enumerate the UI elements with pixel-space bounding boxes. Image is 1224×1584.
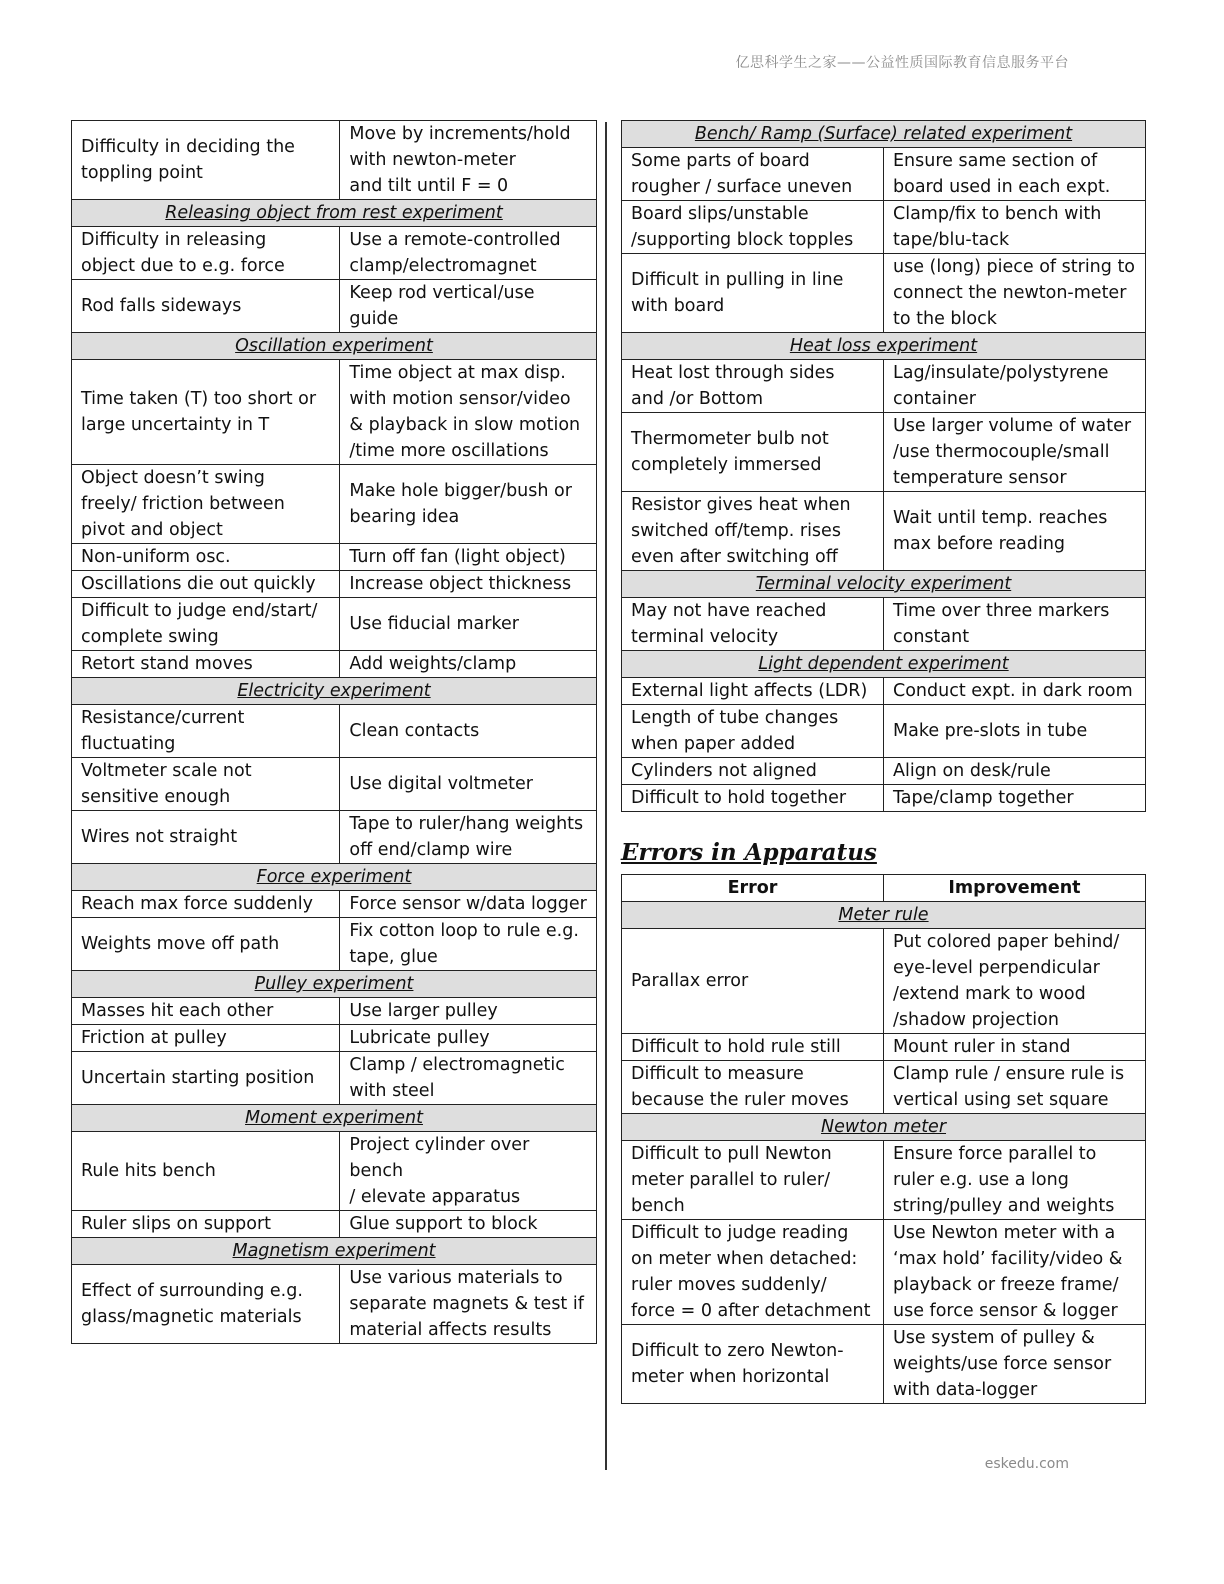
improvement-cell bbox=[340, 1211, 597, 1238]
problem-cell bbox=[72, 891, 340, 918]
problem-text: Difficult to hold together bbox=[631, 788, 847, 808]
improvement-text: Use fiducial marker bbox=[349, 614, 519, 634]
improvement-cell bbox=[340, 227, 597, 280]
table-row bbox=[622, 929, 1146, 1034]
section-header-row bbox=[72, 864, 597, 891]
section-title: Moment experiment bbox=[72, 1105, 597, 1132]
improvement-text: Lubricate pulley bbox=[349, 1028, 490, 1048]
problem-cell bbox=[622, 254, 884, 333]
table-row bbox=[72, 811, 597, 864]
problem-cell bbox=[72, 1052, 340, 1105]
table-row bbox=[72, 1211, 597, 1238]
left-experiment-table bbox=[71, 120, 597, 1344]
improvement-text: Use a remote-controlled clamp/electromagnet bbox=[349, 230, 561, 276]
table-row bbox=[622, 678, 1146, 705]
page-header: 亿思科学生之家——公益性质国际教育信息服务平台 bbox=[735, 55, 1069, 71]
problem-text: Rod falls sideways bbox=[81, 296, 242, 316]
improvement-cell bbox=[340, 280, 597, 333]
improvement-cell bbox=[884, 598, 1146, 651]
improvement-text: Time over three markers constant bbox=[893, 601, 1110, 647]
problem-text: Friction at pulley bbox=[81, 1028, 227, 1048]
problem-text: Difficulty in deciding the toppling point bbox=[81, 137, 295, 183]
problem-text: Time taken (T) too short or large uncertainty in T bbox=[81, 389, 317, 435]
problem-cell bbox=[72, 544, 340, 571]
problem-cell bbox=[72, 1211, 340, 1238]
section-title: Terminal velocity experiment bbox=[622, 571, 1146, 598]
problem-text: External light affects (LDR) bbox=[631, 681, 868, 701]
problem-cell bbox=[72, 811, 340, 864]
table-row bbox=[72, 121, 597, 200]
problem-cell bbox=[72, 1025, 340, 1052]
table-row bbox=[72, 758, 597, 811]
problem-cell bbox=[72, 998, 340, 1025]
problem-text: Heat lost through sides and /or Bottom bbox=[631, 363, 835, 409]
section-header-row bbox=[622, 333, 1146, 360]
table-row bbox=[622, 254, 1146, 333]
improvement-column-header: Improvement bbox=[884, 875, 1146, 902]
improvement-cell bbox=[884, 1220, 1146, 1325]
improvement-text: Clamp/fix to bench with tape/blu-tack bbox=[893, 204, 1102, 250]
problem-text: Difficult to pull Newton meter parallel to ruler/ bench bbox=[631, 1144, 832, 1216]
section-header-row bbox=[72, 1105, 597, 1132]
problem-text: Length of tube changes when paper added bbox=[631, 708, 839, 754]
improvement-cell bbox=[340, 598, 597, 651]
improvement-text: Mount ruler in stand bbox=[893, 1037, 1071, 1057]
improvement-text: Align on desk/rule bbox=[893, 761, 1051, 781]
improvement-cell bbox=[884, 1325, 1146, 1404]
problem-cell bbox=[72, 465, 340, 544]
section-header-row bbox=[72, 200, 597, 227]
improvement-text: Tape to ruler/hang weights off end/clamp wire bbox=[349, 814, 584, 860]
improvement-text: Use digital voltmeter bbox=[349, 774, 534, 794]
section-title: Light dependent experiment bbox=[622, 651, 1146, 678]
table-row bbox=[72, 227, 597, 280]
section-title: Meter rule bbox=[622, 902, 1146, 929]
table-row bbox=[622, 201, 1146, 254]
problem-cell bbox=[622, 1034, 884, 1061]
table-row bbox=[72, 891, 597, 918]
problem-cell bbox=[622, 1061, 884, 1114]
problem-cell bbox=[72, 651, 340, 678]
improvement-text: Force sensor w/data logger bbox=[349, 894, 587, 914]
column-divider bbox=[605, 122, 607, 1470]
section-header-row bbox=[622, 902, 1146, 929]
improvement-text: Clean contacts bbox=[349, 721, 480, 741]
apparatus-title: Errors in Apparatus bbox=[621, 839, 877, 866]
improvement-text: Make hole bigger/bush or bearing idea bbox=[349, 481, 572, 527]
problem-cell bbox=[72, 1132, 340, 1211]
problem-text: Non-uniform osc. bbox=[81, 547, 231, 567]
error-column-header: Error bbox=[622, 875, 884, 902]
problem-text: Difficulty in releasing object due to e.g. force bbox=[81, 230, 285, 276]
problem-text: Difficult to judge reading on meter when detached: ruler moves suddenly/ force = 0 after detachment bbox=[631, 1223, 871, 1321]
table-row bbox=[72, 280, 597, 333]
table-row bbox=[622, 758, 1146, 785]
problem-text: Weights move off path bbox=[81, 934, 280, 954]
problem-text: May not have reached terminal velocity bbox=[631, 601, 827, 647]
problem-text: Resistor gives heat when switched off/temp. rises even after switching off bbox=[631, 495, 851, 567]
improvement-text: Ensure force parallel to ruler e.g. use a long string/pulley and weights bbox=[893, 1144, 1115, 1216]
section-header-row bbox=[72, 971, 597, 998]
problem-text: Uncertain starting position bbox=[81, 1068, 315, 1088]
problem-text: Difficult to judge end/start/ complete swing bbox=[81, 601, 318, 647]
improvement-text: Ensure same section of board used in each expt. bbox=[893, 151, 1111, 197]
problem-cell bbox=[622, 705, 884, 758]
improvement-cell bbox=[884, 201, 1146, 254]
improvement-cell bbox=[884, 678, 1146, 705]
table-row bbox=[72, 598, 597, 651]
improvement-cell bbox=[340, 465, 597, 544]
problem-cell bbox=[72, 280, 340, 333]
improvement-cell bbox=[884, 492, 1146, 571]
problem-text: Reach max force suddenly bbox=[81, 894, 313, 914]
problem-cell bbox=[622, 598, 884, 651]
right-column bbox=[621, 120, 1146, 1404]
apparatus-table bbox=[621, 874, 1146, 1404]
problem-cell bbox=[72, 1265, 340, 1344]
problem-text: Masses hit each other bbox=[81, 1001, 274, 1021]
section-header-row bbox=[622, 1114, 1146, 1141]
table-row bbox=[72, 544, 597, 571]
problem-text: Resistance/current fluctuating bbox=[81, 708, 245, 754]
improvement-cell bbox=[884, 413, 1146, 492]
table-row bbox=[72, 918, 597, 971]
improvement-cell bbox=[340, 121, 597, 200]
improvement-cell bbox=[884, 1034, 1146, 1061]
improvement-text: Move by increments/hold with newton-meter and tilt until F = 0 bbox=[349, 124, 571, 196]
table-row bbox=[622, 413, 1146, 492]
improvement-text: Increase object thickness bbox=[349, 574, 572, 594]
improvement-cell bbox=[884, 148, 1146, 201]
table-row bbox=[622, 1220, 1146, 1325]
improvement-cell bbox=[884, 360, 1146, 413]
improvement-cell bbox=[884, 705, 1146, 758]
problem-text: Board slips/unstable /supporting block topples bbox=[631, 204, 854, 250]
improvement-text: Use various materials to separate magnets & test if material affects results bbox=[349, 1268, 584, 1340]
section-title: Releasing object from rest experiment bbox=[72, 200, 597, 227]
problem-cell bbox=[72, 571, 340, 598]
improvement-cell bbox=[340, 918, 597, 971]
improvement-text: Add weights/clamp bbox=[349, 654, 517, 674]
table-row bbox=[622, 492, 1146, 571]
problem-text: Rule hits bench bbox=[81, 1161, 216, 1181]
improvement-cell bbox=[340, 891, 597, 918]
improvement-text: Project cylinder over bench / elevate apparatus bbox=[349, 1135, 530, 1207]
improvement-cell bbox=[340, 360, 597, 465]
right-experiment-table bbox=[621, 120, 1146, 812]
problem-cell bbox=[622, 1220, 884, 1325]
improvement-text: Clamp rule / ensure rule is vertical using set square bbox=[893, 1064, 1125, 1110]
problem-cell bbox=[622, 148, 884, 201]
problem-text: Wires not straight bbox=[81, 827, 238, 847]
section-title: Force experiment bbox=[72, 864, 597, 891]
table-row bbox=[622, 785, 1146, 812]
improvement-text: Time object at max disp. with motion sensor/video & playback in slow motion /time more oscillations bbox=[349, 363, 581, 461]
table-row bbox=[622, 1061, 1146, 1114]
improvement-cell bbox=[340, 998, 597, 1025]
improvement-cell bbox=[340, 811, 597, 864]
improvement-text: Use system of pulley & weights/use force sensor with data-logger bbox=[893, 1328, 1112, 1400]
problem-text: Some parts of board rougher / surface uneven bbox=[631, 151, 853, 197]
section-title: Newton meter bbox=[622, 1114, 1146, 1141]
table-row bbox=[72, 360, 597, 465]
section-header-row bbox=[622, 121, 1146, 148]
table-row bbox=[622, 1141, 1146, 1220]
improvement-text: Use larger pulley bbox=[349, 1001, 498, 1021]
problem-text: Object doesn’t swing freely/ friction between pivot and object bbox=[81, 468, 285, 540]
section-header-row bbox=[72, 678, 597, 705]
problem-text: Retort stand moves bbox=[81, 654, 253, 674]
problem-cell bbox=[72, 360, 340, 465]
table-row bbox=[622, 1325, 1146, 1404]
problem-text: Parallax error bbox=[631, 971, 749, 991]
improvement-cell bbox=[340, 1132, 597, 1211]
problem-cell bbox=[72, 121, 340, 200]
improvement-text: Lag/insulate/polystyrene container bbox=[893, 363, 1109, 409]
section-header-row bbox=[622, 571, 1146, 598]
improvement-text: Make pre-slots in tube bbox=[893, 721, 1088, 741]
problem-cell bbox=[622, 201, 884, 254]
improvement-text: Conduct expt. in dark room bbox=[893, 681, 1133, 701]
table-row bbox=[72, 1025, 597, 1052]
improvement-cell bbox=[340, 571, 597, 598]
problem-cell bbox=[622, 1325, 884, 1404]
problem-text: Effect of surrounding e.g. glass/magnetic materials bbox=[81, 1281, 303, 1327]
problem-cell bbox=[622, 492, 884, 571]
table-row bbox=[72, 465, 597, 544]
section-title: Electricity experiment bbox=[72, 678, 597, 705]
improvement-cell bbox=[884, 785, 1146, 812]
problem-cell bbox=[622, 785, 884, 812]
table-row bbox=[622, 1034, 1146, 1061]
problem-cell bbox=[622, 1141, 884, 1220]
problem-cell bbox=[622, 678, 884, 705]
improvement-cell bbox=[340, 1052, 597, 1105]
improvement-cell bbox=[884, 1061, 1146, 1114]
table-row bbox=[72, 1052, 597, 1105]
section-header-row bbox=[72, 1238, 597, 1265]
improvement-text: Put colored paper behind/ eye-level perpendicular /extend mark to wood /shadow projection bbox=[893, 932, 1120, 1030]
section-title: Pulley experiment bbox=[72, 971, 597, 998]
improvement-text: Keep rod vertical/use guide bbox=[349, 283, 535, 329]
improvement-cell bbox=[340, 758, 597, 811]
left-column bbox=[71, 120, 597, 1344]
improvement-text: use (long) piece of string to connect the newton-meter to the block bbox=[893, 257, 1136, 329]
problem-text: Difficult in pulling in line with board bbox=[631, 270, 844, 316]
improvement-cell bbox=[340, 705, 597, 758]
improvement-text: Clamp / electromagnetic with steel bbox=[349, 1055, 565, 1101]
table-row bbox=[72, 1265, 597, 1344]
table-row bbox=[622, 705, 1146, 758]
problem-text: Cylinders not aligned bbox=[631, 761, 817, 781]
section-header-row bbox=[72, 333, 597, 360]
page-footer: eskedu.com bbox=[984, 1456, 1069, 1472]
table-row bbox=[72, 651, 597, 678]
apparatus-header-row bbox=[622, 875, 1146, 902]
table-row bbox=[72, 1132, 597, 1211]
improvement-cell bbox=[884, 1141, 1146, 1220]
problem-cell bbox=[72, 918, 340, 971]
problem-cell bbox=[72, 758, 340, 811]
improvement-text: Use larger volume of water /use thermocouple/small temperature sensor bbox=[893, 416, 1132, 488]
problem-cell bbox=[72, 598, 340, 651]
improvement-text: Fix cotton loop to rule e.g. tape, glue bbox=[349, 921, 579, 967]
improvement-cell bbox=[340, 1265, 597, 1344]
table-row bbox=[622, 148, 1146, 201]
problem-text: Difficult to hold rule still bbox=[631, 1037, 841, 1057]
section-title: Heat loss experiment bbox=[622, 333, 1146, 360]
improvement-text: Wait until temp. reaches max before reading bbox=[893, 508, 1108, 554]
improvement-text: Tape/clamp together bbox=[893, 788, 1074, 808]
problem-cell bbox=[622, 413, 884, 492]
section-title: Magnetism experiment bbox=[72, 1238, 597, 1265]
improvement-cell bbox=[340, 544, 597, 571]
problem-cell bbox=[622, 360, 884, 413]
improvement-cell bbox=[884, 929, 1146, 1034]
table-row bbox=[72, 571, 597, 598]
problem-cell bbox=[622, 758, 884, 785]
section-title: Oscillation experiment bbox=[72, 333, 597, 360]
section-title: Bench/ Ramp (Surface) related experiment bbox=[622, 121, 1146, 148]
improvement-text: Turn off fan (light object) bbox=[349, 547, 566, 567]
problem-text: Voltmeter scale not sensitive enough bbox=[81, 761, 252, 807]
problem-text: Thermometer bulb not completely immersed bbox=[631, 429, 829, 475]
table-row bbox=[72, 705, 597, 758]
problem-text: Difficult to zero Newton- meter when horizontal bbox=[631, 1341, 844, 1387]
table-row bbox=[622, 598, 1146, 651]
improvement-text: Glue support to block bbox=[349, 1214, 538, 1234]
problem-cell bbox=[622, 929, 884, 1034]
improvement-cell bbox=[884, 758, 1146, 785]
problem-text: Ruler slips on support bbox=[81, 1214, 272, 1234]
improvement-text: Use Newton meter with a ‘max hold’ facility/video & playback or freeze frame/ use force sensor & logger bbox=[893, 1223, 1123, 1321]
table-row bbox=[72, 998, 597, 1025]
problem-text: Difficult to measure because the ruler moves bbox=[631, 1064, 849, 1110]
problem-cell bbox=[72, 705, 340, 758]
improvement-cell bbox=[340, 651, 597, 678]
problem-text: Oscillations die out quickly bbox=[81, 574, 316, 594]
improvement-cell bbox=[340, 1025, 597, 1052]
improvement-cell bbox=[884, 254, 1146, 333]
problem-cell bbox=[72, 227, 340, 280]
section-header-row bbox=[622, 651, 1146, 678]
table-row bbox=[622, 360, 1146, 413]
